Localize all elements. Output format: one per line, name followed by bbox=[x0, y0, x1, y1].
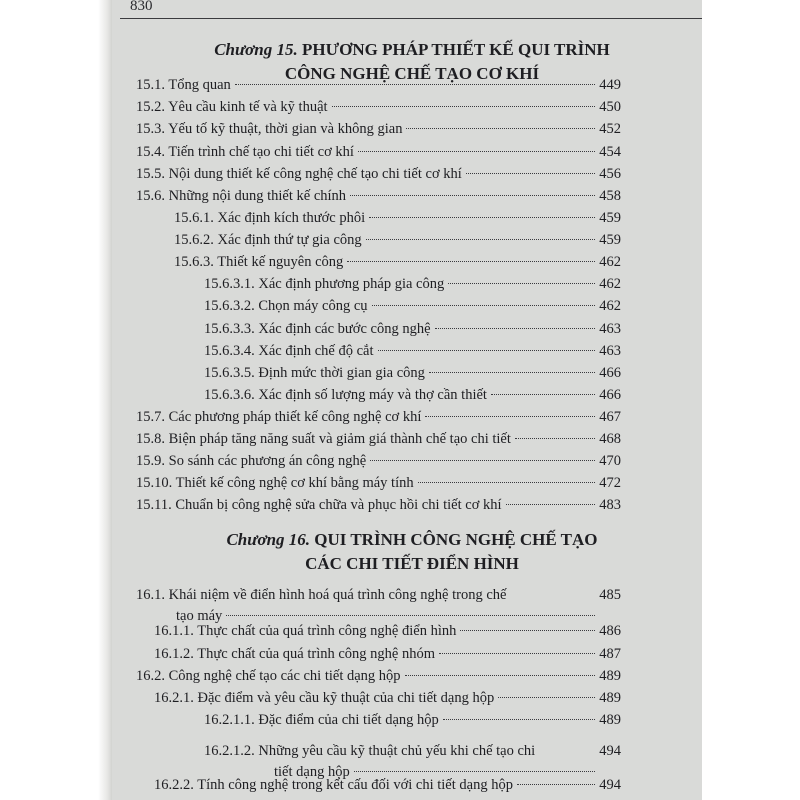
toc-entry[interactable]: 16.1.2. Thực chất của quá trình công nghệ nhóm 487 bbox=[154, 646, 621, 662]
toc-entry[interactable]: 15.6.3.6. Xác định số lượng máy và thợ cần thiết 466 bbox=[204, 387, 621, 403]
toc-entry[interactable]: 15.6. Những nội dung thiết kế chính 458 bbox=[136, 188, 621, 204]
dot-leader bbox=[405, 675, 596, 676]
toc-entry[interactable]: 16.2.1.1. Đặc điểm của chi tiết dạng hộp 489 bbox=[204, 712, 621, 728]
toc-entry[interactable]: 15.7. Các phương pháp thiết kế công nghệ cơ khí 467 bbox=[136, 409, 621, 425]
toc-entry[interactable]: 16.2.1.2. Những yêu cầu kỹ thuật chủ yếu khi chế tạo chi tiết dạng hộp 494 bbox=[204, 743, 621, 780]
dot-leader bbox=[429, 372, 595, 373]
chapter-16-title bbox=[152, 528, 672, 576]
toc-entry[interactable]: 15.1. Tổng quan 449 bbox=[136, 77, 621, 93]
dot-leader bbox=[439, 653, 595, 654]
dot-leader bbox=[235, 84, 595, 85]
toc-entry[interactable]: 16.2.1. Đặc điểm và yêu cầu kỹ thuật của chi tiết dạng hộp 489 bbox=[154, 690, 621, 706]
toc-entry[interactable]: 15.6.3.3. Xác định các bước công nghệ 463 bbox=[204, 321, 621, 337]
dot-leader bbox=[369, 217, 595, 218]
chapter-16-title-line2: CÁC CHI TIẾT ĐIỂN HÌNH bbox=[305, 554, 519, 573]
dot-leader bbox=[350, 195, 595, 196]
toc-entry[interactable]: 15.6.3.1. Xác định phương pháp gia công 462 bbox=[204, 276, 621, 292]
toc-entry[interactable]: 15.5. Nội dung thiết kế công nghệ chế tạo chi tiết cơ khí 456 bbox=[136, 166, 621, 182]
toc-entry[interactable]: 15.4. Tiến trình chế tạo chi tiết cơ khí 454 bbox=[136, 144, 621, 160]
dot-leader bbox=[517, 784, 595, 785]
toc-entry[interactable]: 16.1.1. Thực chất của quá trình công nghệ điển hình 486 bbox=[154, 623, 621, 639]
toc-entry[interactable]: 15.6.3.2. Chọn máy công cụ 462 bbox=[204, 298, 621, 314]
page-number: 830 bbox=[130, 0, 153, 14]
dot-leader bbox=[370, 460, 595, 461]
toc-entry[interactable]: 15.6.2. Xác định thứ tự gia công 459 bbox=[174, 232, 621, 248]
dot-leader bbox=[498, 697, 595, 698]
dot-leader bbox=[506, 504, 596, 505]
chapter-15-title-line2: CÔNG NGHỆ CHẾ TẠO CƠ KHÍ bbox=[284, 64, 540, 83]
toc-entry[interactable]: 16.2.2. Tính công nghệ trong kết cấu đối với chi tiết dạng hộp 494 bbox=[154, 777, 621, 793]
dot-leader bbox=[466, 173, 595, 174]
book-page bbox=[112, 0, 702, 800]
toc-entry[interactable]: 15.6.3.4. Xác định chế độ cắt 463 bbox=[204, 343, 621, 359]
toc-entry[interactable]: 16.1. Khái niệm về điển hình hoá quá trình công nghệ trong chế tạo máy 485 bbox=[136, 587, 621, 624]
dot-leader bbox=[358, 151, 595, 152]
toc-entry[interactable]: 15.10. Thiết kế công nghệ cơ khí bằng máy tính 472 bbox=[136, 475, 621, 491]
chapter-15-title-line1: PHƯƠNG PHÁP THIẾT KẾ QUI TRÌNH bbox=[297, 40, 610, 59]
dot-leader bbox=[425, 416, 595, 417]
chapter-15-prefix: Chương 15. bbox=[214, 40, 298, 59]
dot-leader bbox=[460, 630, 595, 631]
dot-leader bbox=[372, 305, 596, 306]
toc-entry[interactable]: 15.6.1. Xác định kích thước phôi 459 bbox=[174, 210, 621, 226]
dot-leader bbox=[443, 719, 595, 720]
dot-leader bbox=[347, 261, 595, 262]
dot-leader bbox=[406, 128, 595, 129]
chapter-16-prefix: Chương 16. bbox=[226, 530, 311, 549]
dot-leader bbox=[378, 350, 596, 351]
toc-entry[interactable]: 16.2. Công nghệ chế tạo các chi tiết dạng hộp 489 bbox=[136, 668, 621, 684]
dot-leader bbox=[448, 283, 595, 284]
dot-leader bbox=[491, 394, 595, 395]
toc-entry[interactable]: 15.2. Yêu cầu kinh tế và kỹ thuật 450 bbox=[136, 99, 621, 115]
dot-leader bbox=[515, 438, 595, 439]
toc-entry[interactable]: 15.11. Chuẩn bị công nghệ sửa chữa và phục hồi chi tiết cơ khí 483 bbox=[136, 497, 621, 513]
toc-entry[interactable]: 15.6.3. Thiết kế nguyên công 462 bbox=[174, 254, 621, 270]
toc-entry[interactable]: 15.3. Yếu tố kỹ thuật, thời gian và không gian 452 bbox=[136, 121, 621, 137]
dot-leader bbox=[418, 482, 596, 483]
header-rule bbox=[120, 18, 702, 19]
dot-leader bbox=[332, 106, 596, 107]
dot-leader bbox=[435, 328, 596, 329]
dot-leader bbox=[226, 615, 595, 616]
toc-entry[interactable]: 15.8. Biện pháp tăng năng suất và giảm giá thành chế tạo chi tiết 468 bbox=[136, 431, 621, 447]
toc-entry[interactable]: 15.9. So sánh các phương án công nghệ 470 bbox=[136, 453, 621, 469]
chapter-16-title-line1: QUI TRÌNH CÔNG NGHỆ CHẾ TẠO bbox=[310, 530, 598, 549]
toc-entry[interactable]: 15.6.3.5. Định mức thời gian gia công 466 bbox=[204, 365, 621, 381]
dot-leader bbox=[366, 239, 596, 240]
dot-leader bbox=[354, 771, 596, 772]
